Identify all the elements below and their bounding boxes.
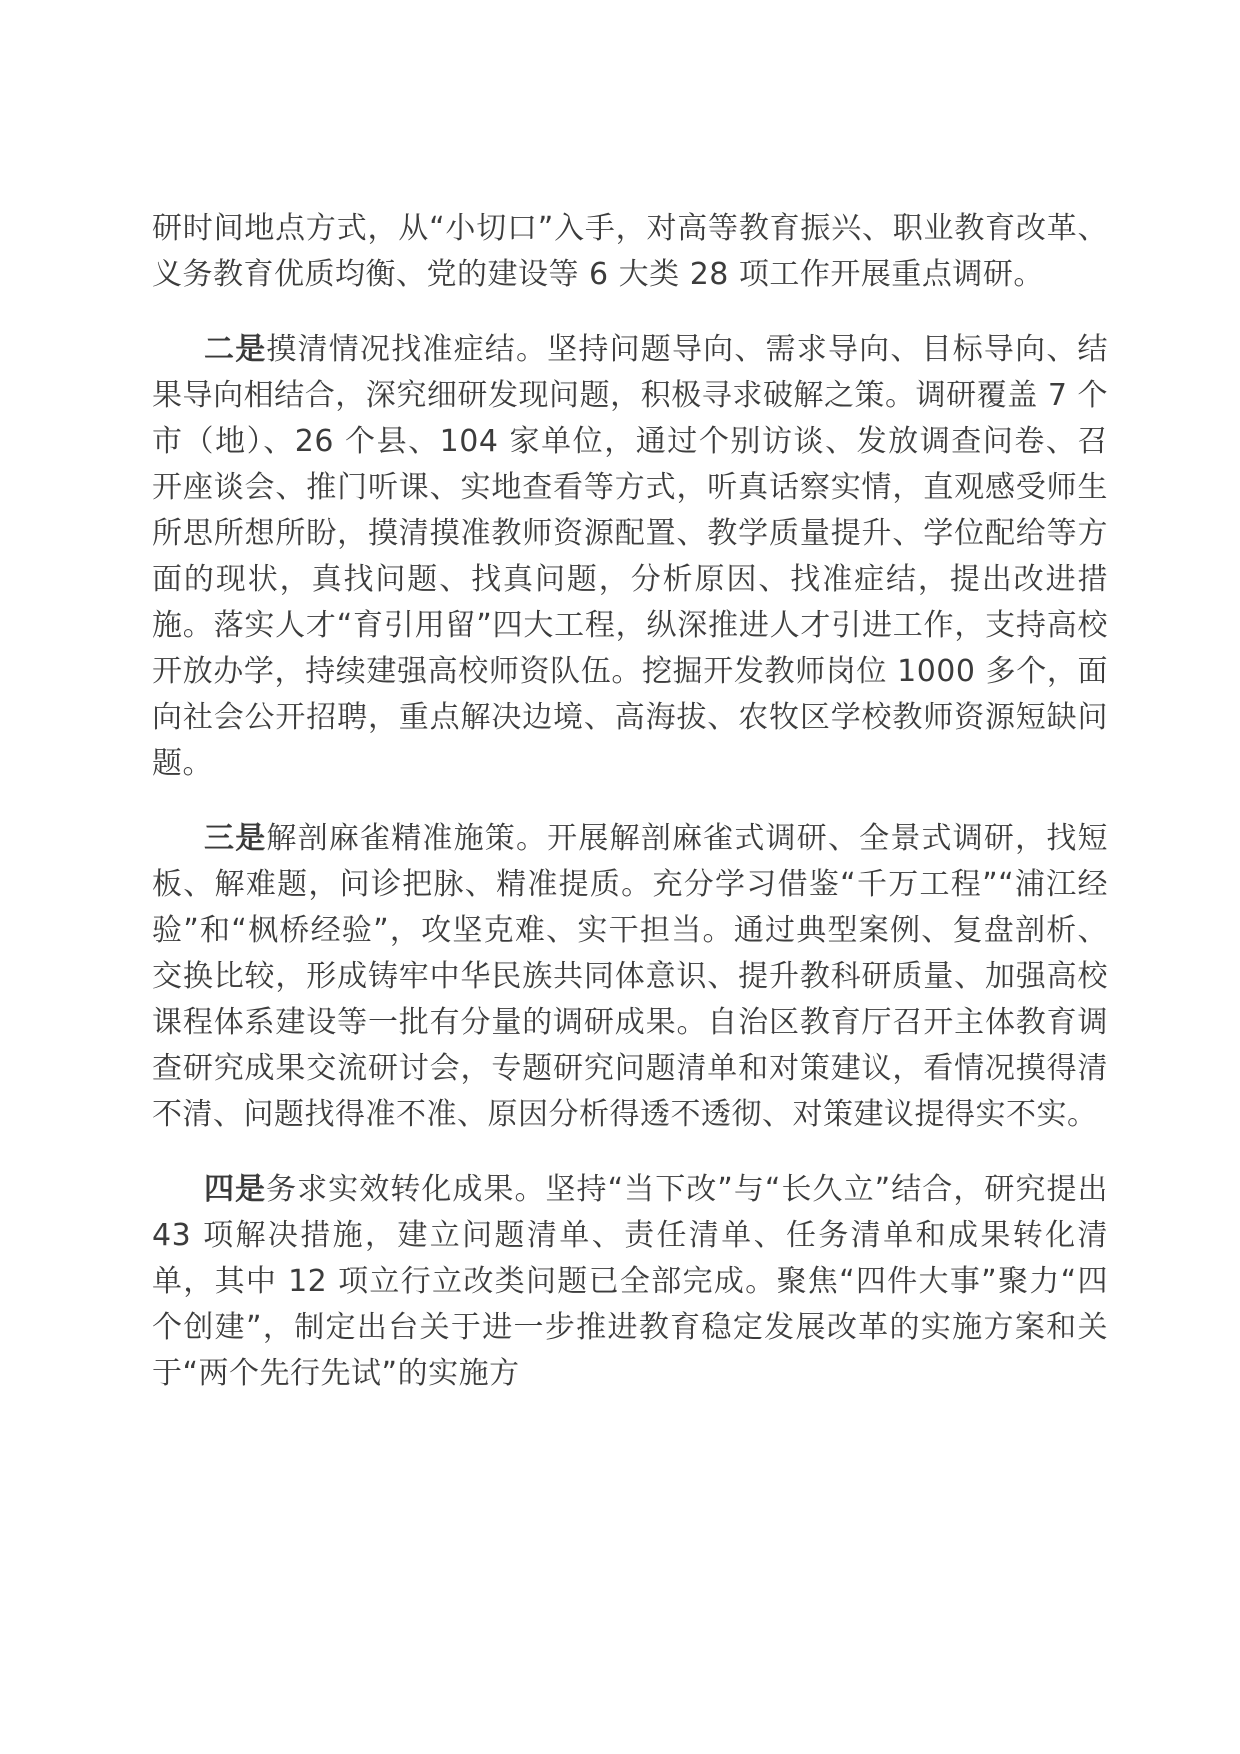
paragraph-4 [152,1167,1108,1397]
paragraph-1-text: 研时间地点方式，从“小切口”入手，对高等教育振兴、职业教育改革、义务教育优质均衡、党的建设等 6 大类 28 项工作开展重点调研。 [152,211,1108,292]
paragraph-3-text: 解剖麻雀精准施策。开展解剖麻雀式调研、全景式调研，找短板、解难题，问诊把脉、精准提质。充分学习借鉴“千万工程”“浦江经验”和“枫桥经验”，攻坚克难、实干担当。通过典型案例、复盘剖析、交换比较，形成铸牢中华民族共同体意识、提升教科研质量、加强高校课程体系建设等一批有分量的调研成果。自治区教育厅召开主体教育调查研究成果交流研讨会，专题研究问题清单和对策建议，看情况摸得清不清、问题找得准不准、原因分析得透不透彻、对策建议提得实不实。 [152,821,1109,1132]
paragraph-4-text: 务求实效转化成果。坚持“当下改”与“长久立”结合，研究提出 43 项解决措施，建立问题清单、责任清单、任务清单和成果转化清单，其中 12 项立行立改类问题已全部完成。聚焦“四件大事”聚力“四个创建”，制定出台关于进一步推进教育稳定发展改革的实施方案和关于“两个先行先试”的实施方 [152,1172,1109,1391]
document-body [152,206,1108,1426]
paragraph-1 [152,206,1108,298]
paragraph-4-lead: 四是 [204,1172,267,1207]
paragraph-2-lead: 二是 [204,332,267,367]
paragraph-2-text: 摸清情况找准症结。坚持问题导向、需求导向、目标导向、结果导向相结合，深究细研发现问题，积极寻求破解之策。调研覆盖 7 个市（地）、26 个县、104 家单位，通过个别访谈、发放调查问卷、召开座谈会、推门听课、实地查看等方式，听真话察实情，直观感受师生所思所想所盼，摸清摸准教师资源配置、教学质量提升、学位配给等方面的现状，真找问题、找真问题，分析原因、找准症结，提出改进措施。落实人才“育引用留”四大工程，纵深推进人才引进工作，支持高校开放办学，持续建强高校师资队伍。挖掘开发教师岗位 1000 多个，面向社会公开招聘，重点解决边境、高海拔、农牧区学校教师资源短缺问题。 [152,332,1109,781]
paragraph-3 [152,816,1108,1138]
paragraph-3-lead: 三是 [204,821,267,856]
paragraph-2 [152,327,1108,787]
